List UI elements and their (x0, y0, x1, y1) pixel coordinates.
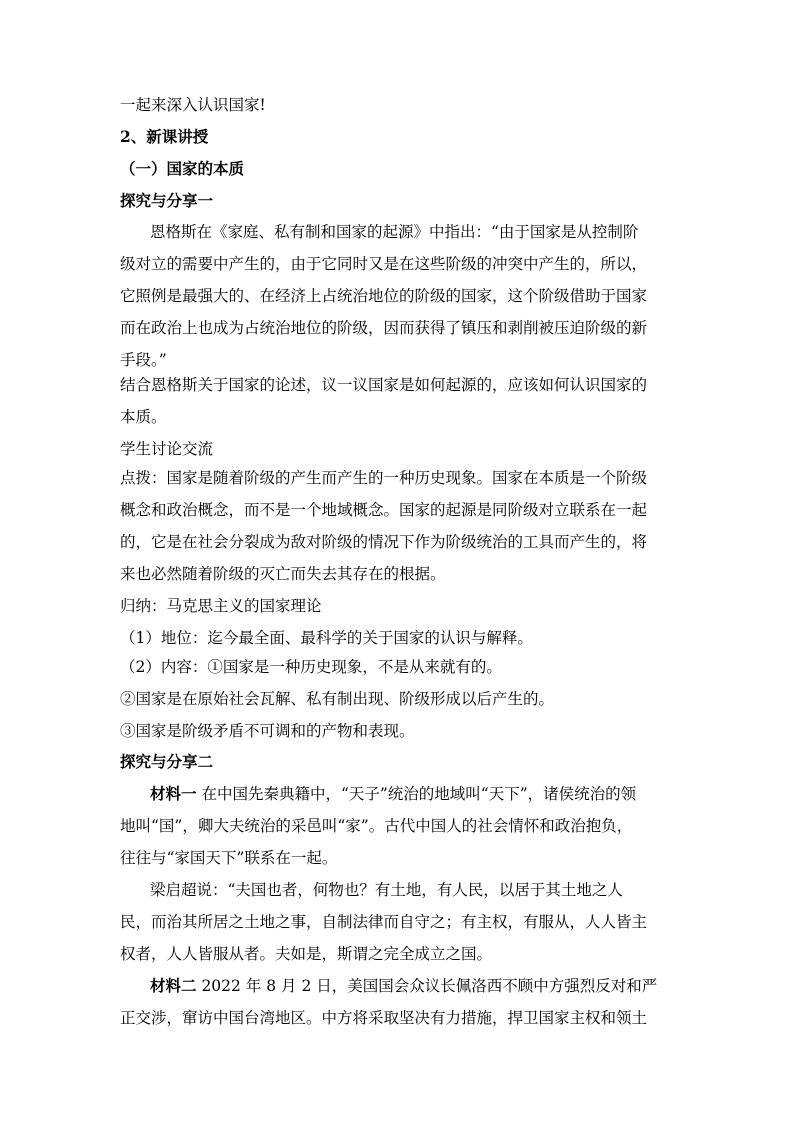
material2-label: 材料二 (150, 976, 197, 995)
quote-line: 恩格斯在《家庭、私有制和国家的起源》中指出：“由于国家是从控制阶 (150, 223, 639, 241)
subsection-heading: （一）国家的本质 (120, 159, 245, 178)
quote-line: 级对立的需要中产生的，由于它同时又是在这些阶级的冲突中产生的，所以， (120, 255, 648, 273)
liang-line: 民，而治其所居之土地之事，自制法律而自守之；有主权，有服从，人人皆主 (120, 913, 648, 931)
material1-first-line (150, 784, 680, 804)
material1-text: 在中国先秦典籍中，“天子”统治的地域叫“天下”，诸侯统治的领 (196, 785, 637, 803)
summary-point: ②国家是在原始社会瓦解、私有制出现、阶级形成以后产生的。 (120, 690, 555, 708)
material1-line: 往往与“家国天下”联系在一起。 (120, 849, 338, 867)
intro-text: 一起来深入认识国家! (120, 96, 266, 114)
tip-line: 点拨：国家是随着阶级的产生而产生的一种历史现象。国家在本质是一个阶级 (120, 469, 648, 487)
summary-point: （2）内容：①国家是一种历史现象，不是从来就有的。 (120, 658, 502, 676)
summary-point: （1）地位：迄今最全面、最科学的关于国家的认识与解释。 (120, 629, 533, 647)
material2-text: 2022 年 8 月 2 日，美国国会众议长佩洛西不顾中方强烈反对和严 (196, 977, 658, 995)
section-heading: 2、新课讲授 (120, 127, 209, 146)
summary-point: ③国家是阶级矛盾不可调和的产物和表现。 (120, 722, 415, 740)
quote-line: 它照例是最强大的、在经济上占统治地位的阶级的国家，这个阶级借助于国家 (120, 287, 648, 305)
material2-line: 正交涉，窜访中国台湾地区。中方将采取坚决有力措施，捍卫国家主权和领土 (120, 1009, 648, 1027)
liang-line: 权者，人人皆服从者。夫如是，斯谓之完全成立之国。 (120, 945, 493, 963)
liang-line: 梁启超说：“夫国也者，何物也？有土地，有人民，以居于其土地之人 (150, 881, 623, 899)
quote-line: 手段。” (120, 351, 167, 369)
question-line: 本质。 (120, 408, 167, 426)
tip-line: 概念和政治概念，而不是一个地域概念。国家的起源是同阶级对立联系在一起 (120, 501, 648, 519)
tip-line: 来也必然随着阶级的灭亡而失去其存在的根据。 (120, 565, 446, 583)
question-line: 结合恩格斯关于国家的论述，议一议国家是如何起源的，应该如何认识国家的 (120, 376, 648, 394)
tip-line: 的，它是在社会分裂成为敌对阶级的情况下作为阶级统治的工具而产生的，将 (120, 533, 648, 551)
material1-label: 材料一 (150, 784, 197, 803)
quote-line: 而在政治上也成为占统治地位的阶级，因而获得了镇压和剥削被压迫阶级的新 (120, 319, 648, 337)
material2-first-line (150, 976, 680, 996)
material1-line: 地叫“国”，卿大夫统治的采邑叫“家”。古代中国人的社会情怀和政治抱负， (120, 817, 633, 835)
discussion-text: 学生讨论交流 (120, 440, 214, 458)
explore2-title: 探究与分享二 (120, 752, 214, 771)
summary-heading: 归纳：马克思主义的国家理论 (120, 597, 322, 615)
explore1-title: 探究与分享一 (120, 191, 214, 210)
